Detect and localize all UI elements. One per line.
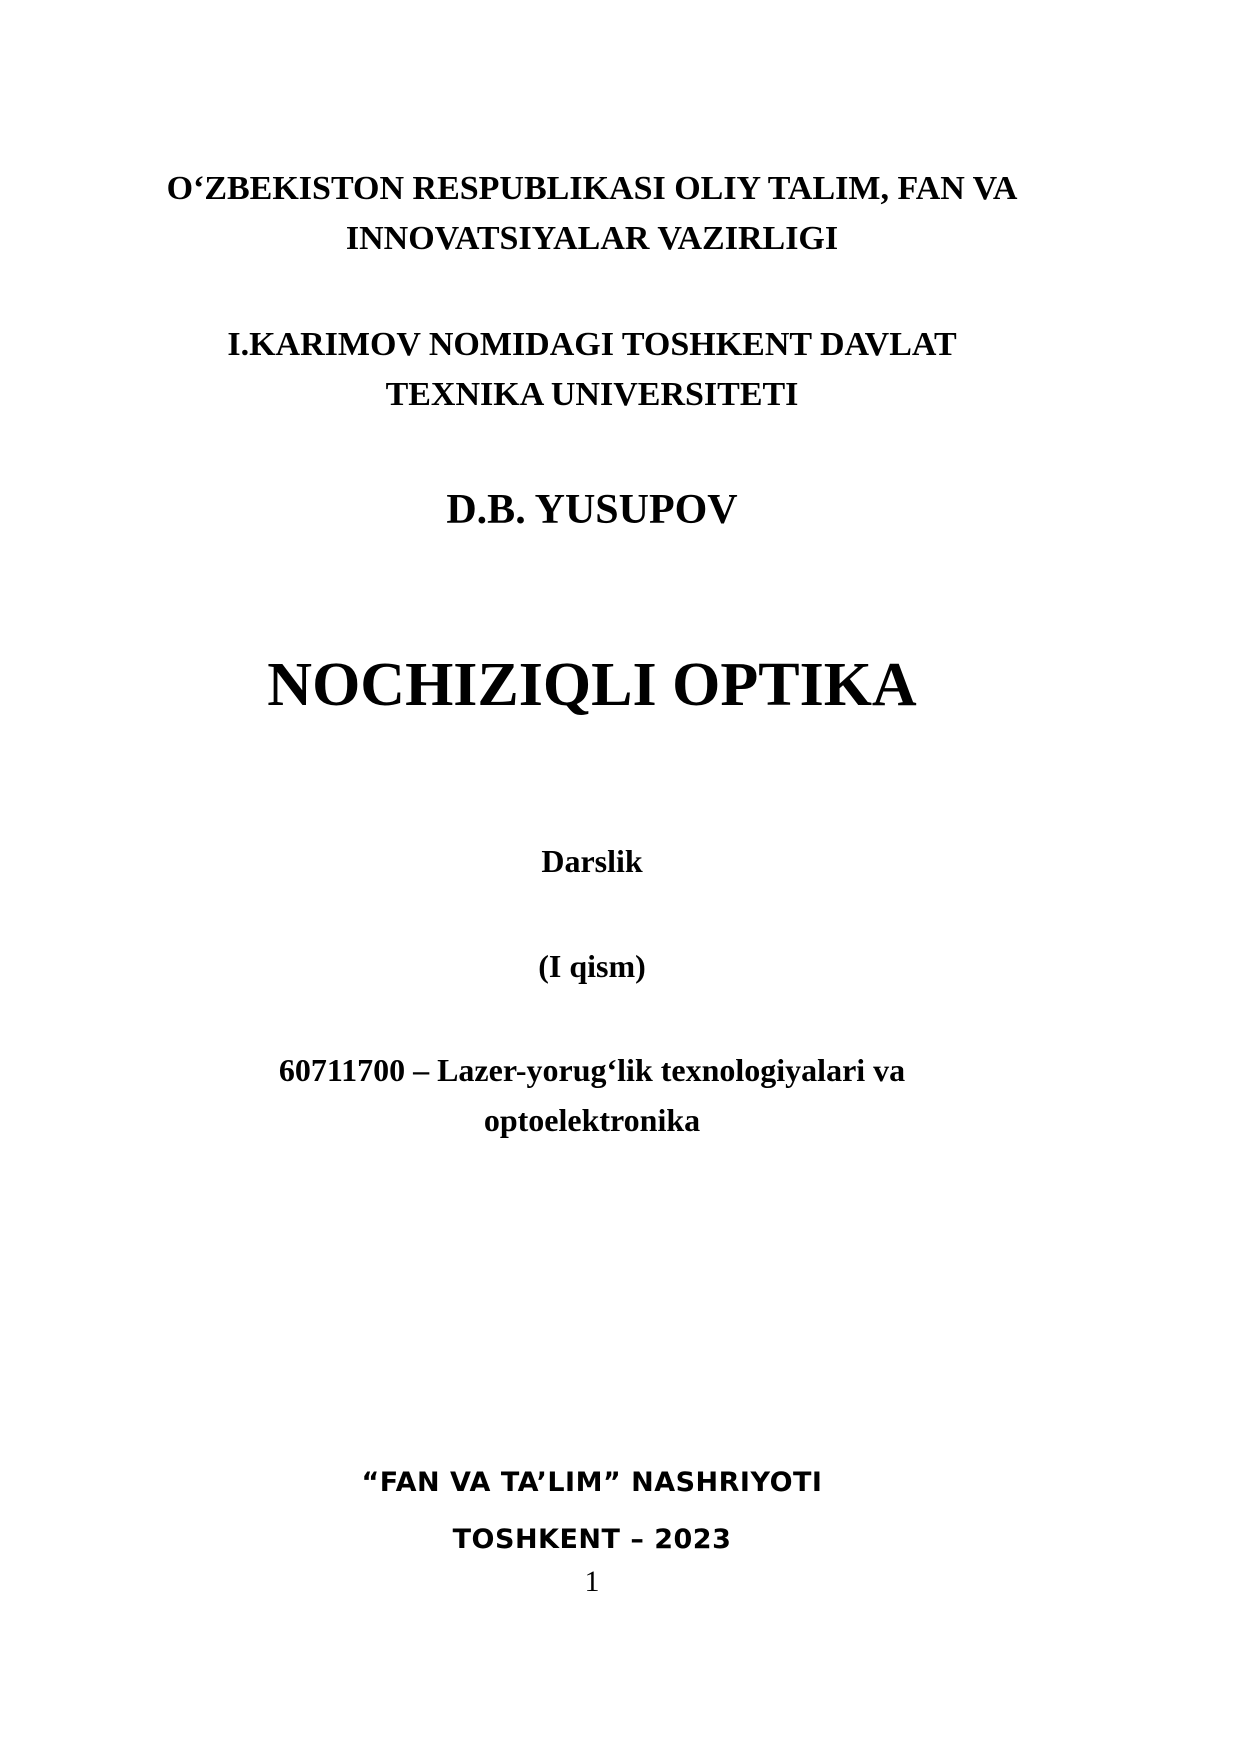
specialty-line-2: optoelektronika [483, 1102, 701, 1138]
book-type: Darslik [541, 843, 643, 879]
book-part: (I qism) [538, 948, 646, 984]
university-name-line-2: TEXNIKA UNIVERSITETI [385, 376, 799, 413]
university-name-line-1: I.KARIMOV NOMIDAGI TOSHKENT DAVLAT [227, 326, 957, 363]
author-name: D.B. YUSUPOV [446, 487, 738, 533]
place-year: TOSHKENT – 2023 [452, 1524, 732, 1555]
page-number: 1 [584, 1565, 600, 1598]
ministry-name-line-2: INNOVATSIYALAR VAZIRLIGI [345, 220, 839, 257]
publisher-name: “FAN VA TA’LIM” NASHRIYOTI [361, 1467, 823, 1498]
ministry-name-line-1: O‘ZBEKISTON RESPUBLIKASI OLIY TALIM, FAN VA [166, 170, 1018, 207]
book-title: NOCHIZIQLI OPTIKA [267, 651, 917, 719]
specialty-line-1: 60711700 – Lazer-yorug‘lik texnologiyalari va [278, 1052, 906, 1088]
